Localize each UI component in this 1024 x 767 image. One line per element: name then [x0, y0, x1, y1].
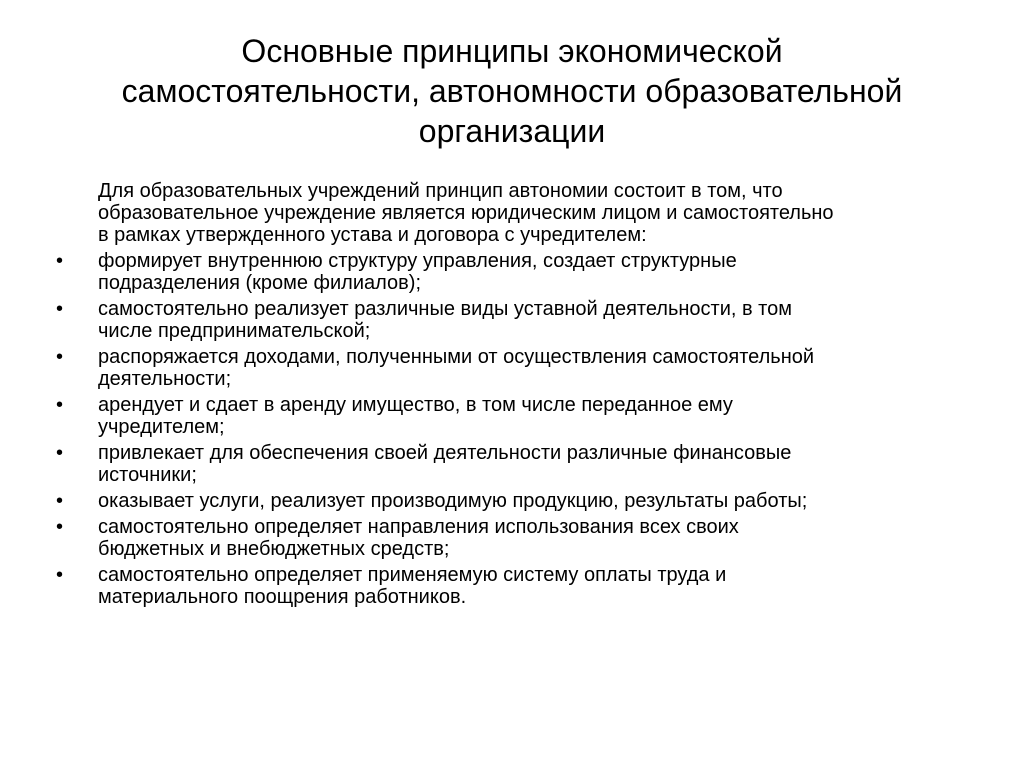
bullet-icon: •	[56, 298, 64, 320]
list-item-line: распоряжается доходами, полученными от осуществления самостоятельной	[98, 346, 815, 368]
list-item-line: материального поощрения работников.	[98, 586, 467, 608]
list-item	[56, 346, 976, 390]
list-item	[56, 490, 976, 512]
intro-line: в рамках утвержденного устава и договора с учредителем:	[98, 224, 647, 246]
list-item-text	[98, 564, 976, 608]
slide-body	[56, 180, 976, 612]
bullet-icon: •	[56, 490, 64, 512]
bullet-icon: •	[56, 394, 64, 416]
list-item-line: учредителем;	[98, 416, 225, 438]
list-item	[56, 394, 976, 438]
list-item-line: оказывает услуги, реализует производимую продукцию, результаты работы;	[98, 490, 808, 512]
list-item	[56, 442, 976, 486]
list-item-line: арендует и сдает в аренду имущество, в том числе переданное ему	[98, 394, 733, 416]
intro-paragraph	[98, 180, 976, 246]
list-item	[56, 516, 976, 560]
list-item-line: самостоятельно определяет направления использования всех своих	[98, 516, 739, 538]
principles-list	[56, 250, 976, 608]
bullet-icon: •	[56, 442, 64, 464]
list-item-text	[98, 346, 976, 390]
list-item-text	[98, 250, 976, 294]
list-item	[56, 564, 976, 608]
list-item-text	[98, 490, 976, 512]
list-item-text	[98, 442, 976, 486]
list-item-line: привлекает для обеспечения своей деятельности различные финансовые	[98, 442, 792, 464]
title-line: самостоятельности, автономности образовательной	[121, 73, 903, 109]
list-item-line: самостоятельно реализует различные виды уставной деятельности, в том	[98, 298, 792, 320]
title-line: организации	[418, 113, 606, 149]
list-item-line: подразделения (кроме филиалов);	[98, 272, 421, 294]
title-line: Основные принципы экономической	[241, 33, 783, 69]
bullet-icon: •	[56, 250, 64, 272]
list-item-text	[98, 298, 976, 342]
list-item-line: числе предпринимательской;	[98, 320, 371, 342]
list-item	[56, 298, 976, 342]
list-item-line: источники;	[98, 464, 197, 486]
bullet-icon: •	[56, 346, 64, 368]
list-item-text	[98, 394, 976, 438]
intro-line: Для образовательных учреждений принцип автономии состоит в том, что	[98, 180, 783, 202]
bullet-icon: •	[56, 516, 64, 538]
list-item-line: деятельности;	[98, 368, 232, 390]
list-item-line: самостоятельно определяет применяемую систему оплаты труда и	[98, 564, 727, 586]
list-item-line: формирует внутреннюю структуру управления, создает структурные	[98, 250, 737, 272]
list-item-text	[98, 516, 976, 560]
list-item-line: бюджетных и внебюджетных средств;	[98, 538, 450, 560]
intro-line: образовательное учреждение является юридическим лицом и самостоятельно	[98, 202, 834, 224]
bullet-icon: •	[56, 564, 64, 586]
list-item	[56, 250, 976, 294]
slide-title	[60, 31, 964, 151]
